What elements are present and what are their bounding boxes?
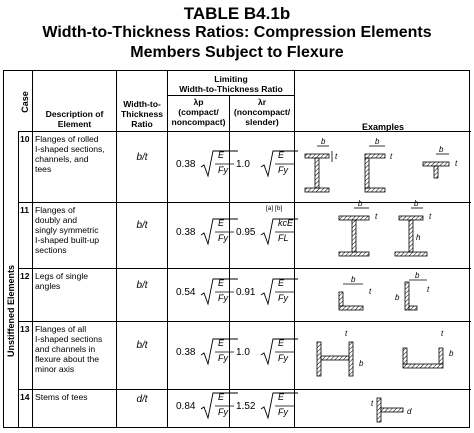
formula-denominator: Fy <box>218 407 228 417</box>
formula-coefficient: 0.84 <box>176 401 196 412</box>
examples-sketches <box>295 132 471 430</box>
row-ratio: b/t <box>136 279 148 291</box>
formula-denominator: Fy <box>218 353 228 363</box>
row-description <box>35 205 115 255</box>
formula-numerator: E <box>218 338 225 348</box>
formula-coefficient: 1.0 <box>236 158 250 170</box>
description-line: sections <box>35 245 67 255</box>
unstiffened-group-label: Unstiffened Elements <box>6 264 16 358</box>
svg-text:t: t <box>390 152 393 161</box>
row-case-number: 11 <box>20 205 30 215</box>
description-line: Flanges of all <box>35 324 87 334</box>
description-line: Flanges of rolled <box>35 134 99 144</box>
ratio-table <box>3 70 470 428</box>
formula-numerator: E <box>278 277 285 288</box>
formula-coefficient: 1.0 <box>236 347 250 358</box>
lambda-r-header: λr (noncompact/ slender) <box>233 97 291 127</box>
i-section-sketch <box>305 137 338 192</box>
description-line: and channels in <box>35 344 96 354</box>
formula-numerator: E <box>278 149 285 160</box>
row-ratio: b/t <box>136 151 148 163</box>
row-divider <box>167 95 294 96</box>
svg-text:b: b <box>359 359 364 368</box>
row-ratio: b/t <box>136 340 148 351</box>
formula-numerator: kcE <box>278 218 294 228</box>
row-note: [a] [b] <box>266 205 283 212</box>
examples-header: Examples <box>361 122 405 132</box>
description-line: channels, and <box>35 154 89 164</box>
description-line: minor axis <box>35 364 75 374</box>
svg-text:h: h <box>416 233 421 242</box>
formula-numerator: E <box>218 392 225 402</box>
table-subtitle-2: Members Subject to Flexure <box>130 44 344 61</box>
svg-text:t: t <box>441 329 444 338</box>
formula-coefficient: 0.38 <box>176 158 196 170</box>
row-case-number: 12 <box>20 271 30 281</box>
description-header: Description of Element <box>45 109 104 129</box>
single-angle-sketch <box>339 275 372 310</box>
formula-numerator: E <box>218 218 225 228</box>
formula-coefficient: 0.38 <box>176 347 196 358</box>
formula-numerator: E <box>218 149 225 160</box>
svg-text:d: d <box>407 407 412 416</box>
svg-text:t: t <box>369 287 372 296</box>
tee-sketch <box>423 145 458 178</box>
row-description <box>35 134 115 174</box>
col-divider <box>229 95 230 427</box>
minor-axis-channel-sketch <box>403 329 454 368</box>
svg-text:b: b <box>395 293 400 302</box>
formula-denominator: Fy <box>278 407 288 417</box>
svg-text:t: t <box>429 212 432 221</box>
formula-denominator: Fy <box>218 164 228 175</box>
description-line: singly symmetric <box>35 225 99 235</box>
description-line: angles <box>35 281 61 291</box>
row-case-number: 10 <box>20 134 30 144</box>
tee-stem-sketch <box>371 398 412 422</box>
formula-coefficient: 0.54 <box>176 286 196 298</box>
svg-text:b: b <box>415 271 420 280</box>
formula-denominator: Fy <box>218 292 228 303</box>
svg-text:t: t <box>375 212 378 221</box>
svg-text:b: b <box>439 145 444 154</box>
formula-denominator: Fy <box>218 233 228 243</box>
description-line: Stems of tees <box>35 392 88 402</box>
formula-denominator: FL <box>278 233 289 243</box>
svg-text:t: t <box>455 159 458 168</box>
double-angle-sketch <box>395 271 430 310</box>
description-line: flexure about the <box>35 354 100 364</box>
svg-text:t: t <box>345 329 348 338</box>
limiting-header: Limiting Width-to-Thickness Ratio <box>179 74 283 94</box>
description-line: I-shaped sections <box>35 334 103 344</box>
row-ratio: d/t <box>136 394 148 405</box>
channel-sketch <box>365 137 393 192</box>
svg-text:b: b <box>358 199 363 208</box>
formula-coefficient: 1.52 <box>236 401 256 412</box>
row-description <box>35 271 115 291</box>
description-line: tees <box>35 164 52 174</box>
svg-text:b: b <box>449 349 454 358</box>
formula-coefficient: 0.91 <box>236 286 256 298</box>
description-line: doubly and <box>35 215 78 225</box>
svg-text:t: t <box>335 152 338 161</box>
svg-text:b: b <box>321 137 326 146</box>
svg-text:t: t <box>427 285 430 294</box>
formula-denominator: Fy <box>278 353 288 363</box>
svg-text:t: t <box>371 399 374 408</box>
formula-numerator: E <box>278 338 285 348</box>
table-subtitle: Width-to-Thickness Ratios: Compression Elements <box>42 24 432 41</box>
built-up-i-sketch <box>339 199 378 256</box>
row-case-number: 13 <box>20 324 30 334</box>
singly-symmetric-i-sketch <box>395 199 432 256</box>
svg-text:b: b <box>414 199 419 208</box>
svg-text:b: b <box>351 275 356 284</box>
description-line: I-shaped built-up <box>35 235 100 245</box>
minor-axis-i-sketch <box>317 329 364 376</box>
group-divider <box>18 131 19 427</box>
formula-coefficient: 0.38 <box>176 227 196 238</box>
ratio-header: Width-to- Thickness Ratio <box>120 99 164 129</box>
lambda-p-header: λp (compact/ noncompact) <box>171 97 226 127</box>
formula-denominator: Fy <box>278 292 288 303</box>
description-line: Legs of single <box>35 271 89 281</box>
description-line: Flanges of <box>35 205 76 215</box>
table-title: TABLE B4.1b <box>183 4 291 23</box>
description-line: I-shaped sections, <box>35 144 105 154</box>
row-ratio: b/t <box>136 220 148 231</box>
formula-numerator: E <box>218 277 225 288</box>
row-case-number: 14 <box>20 392 30 402</box>
formula-numerator: E <box>278 392 285 402</box>
svg-text:b: b <box>375 137 380 146</box>
formula-coefficient: 0.95 <box>236 227 256 238</box>
case-header: Case <box>20 91 30 113</box>
row-description <box>35 392 115 402</box>
formula-denominator: Fy <box>278 164 288 175</box>
row-description <box>35 324 115 374</box>
